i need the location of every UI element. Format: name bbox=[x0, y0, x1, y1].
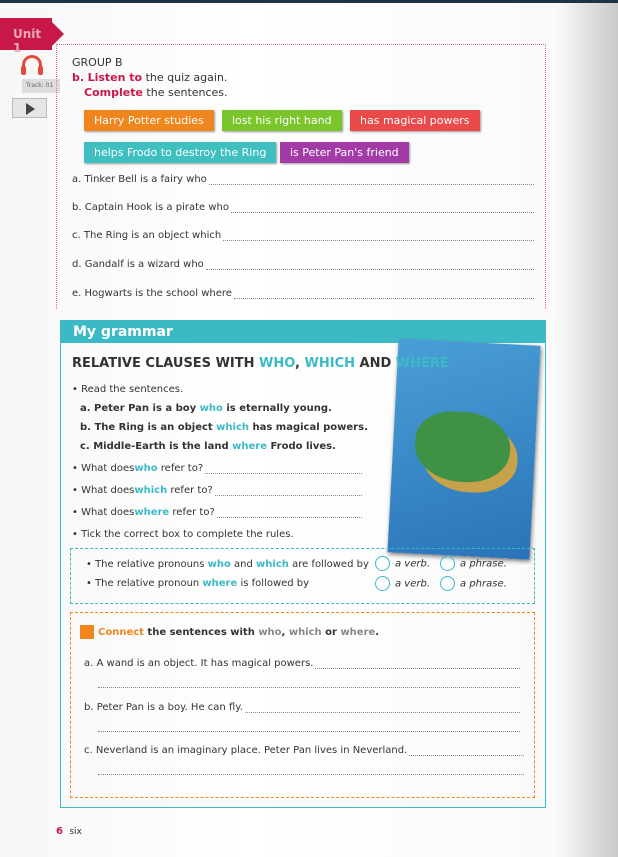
t: refer to? bbox=[160, 463, 204, 474]
page-number bbox=[56, 826, 82, 837]
instruction-2 bbox=[84, 86, 228, 99]
t: 6 bbox=[56, 826, 63, 837]
question-who[interactable] bbox=[72, 463, 362, 474]
prompt: Tinker Bell is a fairy who bbox=[84, 174, 207, 185]
t: the sentences with bbox=[143, 627, 259, 638]
t: where bbox=[232, 441, 267, 452]
t: refer to? bbox=[172, 507, 215, 518]
t: which bbox=[134, 485, 168, 496]
t: who bbox=[207, 559, 231, 570]
unit-label: Unit 1 bbox=[0, 18, 52, 50]
complete: Complete bbox=[84, 86, 143, 99]
t: a phrase. bbox=[460, 578, 507, 590]
word-tag[interactable]: has magical powers bbox=[350, 110, 480, 131]
checkbox-verb[interactable] bbox=[375, 556, 390, 571]
word-tag[interactable]: Harry Potter studies bbox=[84, 110, 214, 131]
connect-item[interactable] bbox=[84, 745, 524, 756]
letter: b. bbox=[72, 202, 82, 213]
t: Frodo lives. bbox=[266, 441, 336, 452]
t: has magical powers. bbox=[249, 422, 368, 433]
checkbox-verb[interactable] bbox=[375, 576, 390, 591]
connect-instruction bbox=[98, 627, 379, 638]
t: where bbox=[202, 578, 238, 589]
t: , bbox=[295, 356, 300, 371]
t: • The relative pronouns bbox=[86, 559, 208, 570]
t: c. Middle-Earth is the land bbox=[80, 441, 233, 452]
neverland-island-image bbox=[387, 338, 540, 559]
top-bar bbox=[0, 0, 618, 3]
example-a bbox=[80, 403, 332, 414]
t: RELATIVE CLAUSES WITH bbox=[72, 356, 260, 371]
question-which[interactable] bbox=[72, 485, 362, 496]
example-c bbox=[80, 441, 336, 452]
prompt: Hogwarts is the school where bbox=[84, 288, 232, 299]
t: a. bbox=[84, 658, 94, 669]
prompt: Captain Hook is a pirate who bbox=[84, 202, 229, 213]
t: the sentences. bbox=[146, 86, 228, 99]
answer-line[interactable] bbox=[98, 774, 524, 775]
rule-2-options bbox=[370, 576, 507, 591]
t: a. Peter Pan is a boy bbox=[80, 403, 200, 414]
word-tag[interactable]: lost his right hand bbox=[222, 110, 342, 131]
t: • What does bbox=[72, 463, 135, 474]
t: the quiz again. bbox=[145, 71, 228, 84]
t: WHICH bbox=[304, 356, 355, 371]
question-where[interactable] bbox=[72, 507, 362, 518]
answer-line[interactable] bbox=[72, 174, 534, 185]
letter: d. bbox=[72, 259, 82, 270]
t: which bbox=[256, 559, 289, 570]
prompt: Gandalf is a wizard who bbox=[84, 259, 204, 270]
t: refer to? bbox=[170, 485, 213, 496]
answer-line[interactable] bbox=[98, 687, 520, 688]
t: who bbox=[134, 463, 158, 474]
t: a verb. bbox=[395, 558, 431, 570]
headphones-icon[interactable] bbox=[22, 55, 42, 73]
connect-item[interactable] bbox=[84, 702, 520, 713]
t: Neverland is an imaginary place. Peter Pan lives in Neverland. bbox=[95, 745, 408, 756]
t: Connect bbox=[98, 627, 144, 638]
t: c. bbox=[84, 745, 93, 756]
word-tag[interactable]: helps Frodo to destroy the Ring bbox=[84, 142, 276, 163]
t: a phrase. bbox=[460, 558, 507, 570]
rule-2 bbox=[86, 578, 309, 589]
t: which bbox=[216, 422, 250, 433]
t: who bbox=[258, 627, 282, 638]
t: are followed by bbox=[288, 559, 369, 570]
read-instruction: • Read the sentences. bbox=[72, 384, 184, 395]
track-label: Track: 01 bbox=[22, 79, 60, 93]
t: WHO bbox=[259, 356, 296, 371]
play-button[interactable] bbox=[12, 98, 47, 118]
tick-instruction: • Tick the correct box to complete the rules. bbox=[72, 529, 294, 540]
checkbox-phrase[interactable] bbox=[440, 556, 455, 571]
letter: c. bbox=[72, 230, 81, 241]
t: which bbox=[288, 627, 322, 638]
answer-line[interactable] bbox=[72, 259, 534, 270]
t: • What does bbox=[72, 485, 135, 496]
t: WHERE bbox=[395, 356, 449, 371]
t: • The relative pronoun bbox=[86, 578, 203, 589]
connect-item[interactable] bbox=[84, 658, 520, 669]
prompt: The Ring is an object which bbox=[83, 230, 222, 241]
rule-1 bbox=[86, 559, 369, 570]
grammar-header: My grammar bbox=[61, 321, 545, 343]
letter: e. bbox=[72, 288, 82, 299]
answer-line[interactable] bbox=[72, 202, 534, 213]
t: or bbox=[321, 627, 341, 638]
t: . bbox=[375, 627, 380, 638]
rule-1-options bbox=[370, 556, 507, 571]
t: where bbox=[340, 627, 376, 638]
t: b. The Ring is an object bbox=[80, 422, 217, 433]
t: and bbox=[230, 559, 257, 570]
t: six bbox=[69, 827, 82, 837]
t: who bbox=[199, 403, 223, 414]
answer-line[interactable] bbox=[98, 731, 520, 732]
answer-line[interactable] bbox=[72, 288, 534, 299]
t: Peter Pan is a boy. He can fly. bbox=[96, 702, 243, 713]
letter: a. bbox=[72, 174, 82, 185]
t: is followed by bbox=[237, 578, 310, 589]
checkbox-phrase[interactable] bbox=[440, 576, 455, 591]
t: • What does bbox=[72, 507, 135, 518]
t: is eternally young. bbox=[222, 403, 332, 414]
orange-square-icon bbox=[80, 625, 94, 639]
word-tag[interactable]: is Peter Pan's friend bbox=[280, 142, 409, 163]
example-b bbox=[80, 422, 368, 433]
t: where bbox=[134, 507, 170, 518]
grammar-title bbox=[72, 356, 449, 371]
t: , bbox=[281, 627, 289, 638]
listen: Listen to bbox=[87, 71, 143, 84]
t: a verb. bbox=[395, 578, 431, 590]
t: b. bbox=[84, 702, 94, 713]
l: b. bbox=[72, 71, 85, 84]
t: AND bbox=[355, 356, 396, 371]
instruction-1 bbox=[72, 71, 227, 84]
answer-line[interactable] bbox=[72, 230, 534, 241]
t: A wand is an object. It has magical powers. bbox=[96, 658, 314, 669]
group-title: GROUP B bbox=[72, 56, 123, 69]
